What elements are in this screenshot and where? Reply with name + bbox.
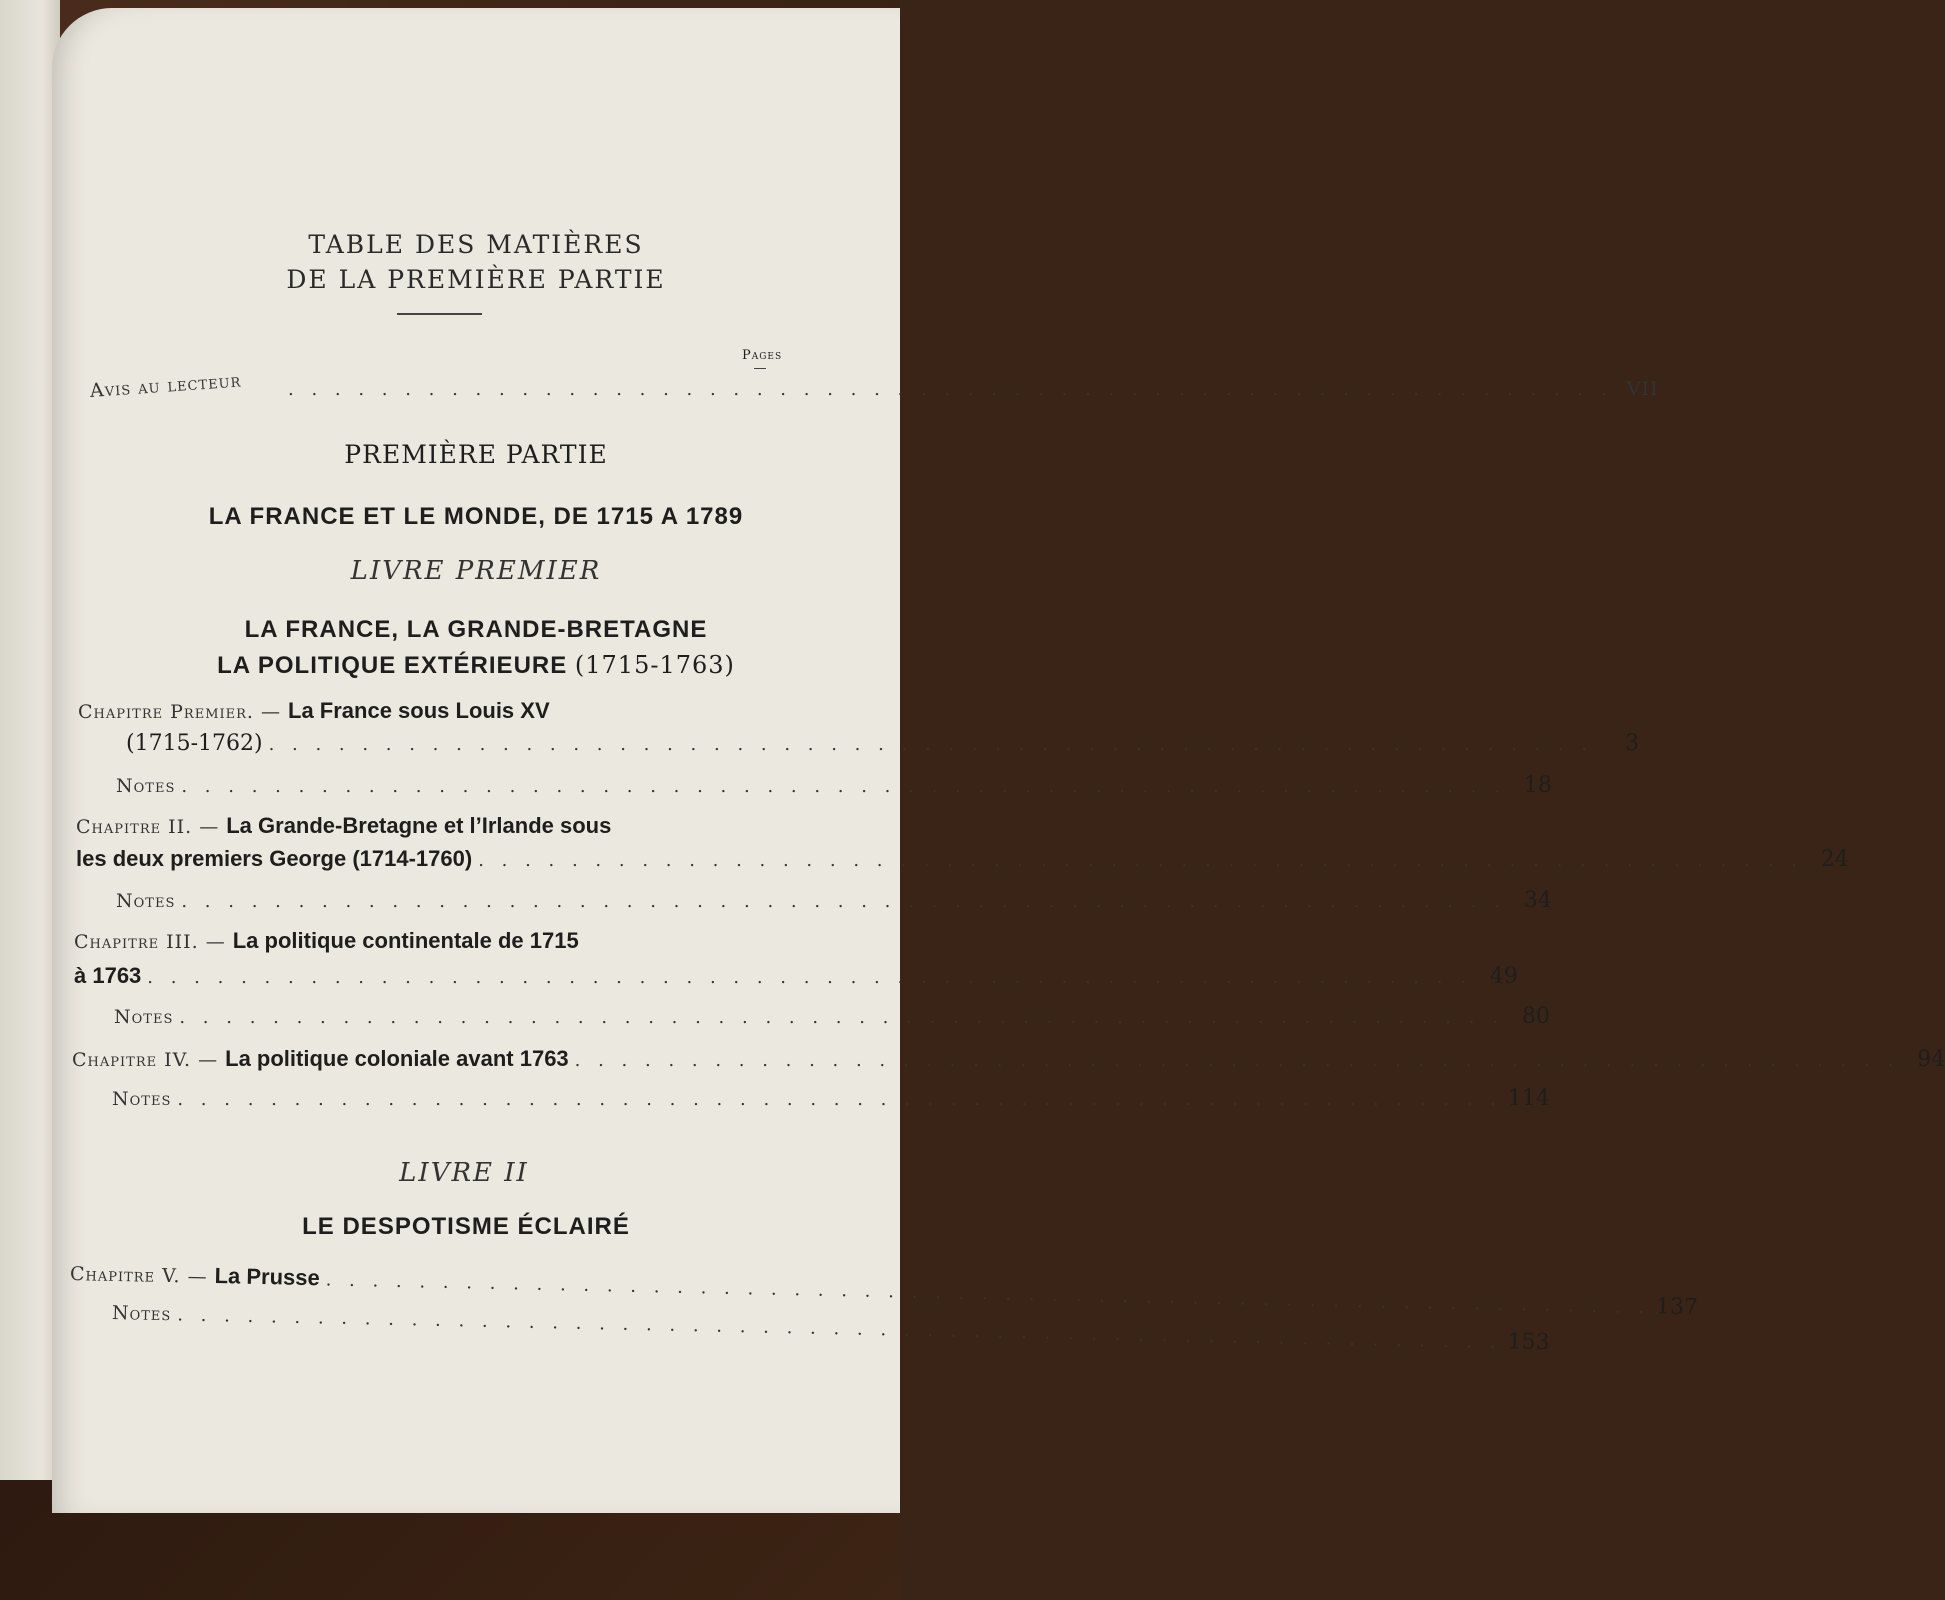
chapter5-notes-page: 153 bbox=[1507, 1329, 1550, 1356]
leader-dots: . . . . . . . . . . . . . . . . . . . . . . . . . . . . . . . . . . . . . . . . . . . . . . . . . . . . . . . . . bbox=[179, 1007, 1504, 1028]
chapter4-notes bbox=[112, 1086, 1550, 1111]
chapter2-heading bbox=[76, 813, 611, 839]
chapter3-notes-page: 80 bbox=[1521, 1004, 1550, 1029]
chapter1-title: La France sous Louis XV bbox=[288, 698, 550, 723]
chapter1-entry bbox=[126, 731, 1640, 756]
chapter3-title-line2: à 1763 bbox=[74, 963, 142, 988]
chapter3-notes bbox=[114, 1004, 1550, 1029]
leader-dots: . . . . . . . . . . . . . . . . . . . . . . . . . . . . . . . . . . . . . . . . . . . . . . . . . . . . . . . . . bbox=[147, 967, 1472, 988]
chapter1-dates: (1715-1762) bbox=[126, 731, 263, 756]
chapter2-title-line2-text: les deux premiers George (1714-1760) bbox=[76, 846, 473, 871]
pages-dash bbox=[754, 368, 766, 369]
book-page bbox=[52, 8, 1945, 1513]
part-title: LA FRANCE ET LE MONDE, DE 1715 A 1789 bbox=[208, 503, 744, 530]
leader-dots: . . . . . . . . . . . . . . . . . . . . . . . . . . . . . . . . . . . . . . . . . . . . . . . . . . . . . . . . . bbox=[574, 1050, 1900, 1071]
livre2-title: LE DESPOTISME ÉCLAIRÉ bbox=[302, 1213, 630, 1240]
toc-heading-line1: TABLE DES MATIÈRES bbox=[308, 230, 644, 259]
livre1-title-line1: LA FRANCE, LA GRANDE-BRETAGNE bbox=[244, 616, 708, 643]
chapter3-notes-label: Notes bbox=[114, 1006, 174, 1028]
chapter2-title: La Grande-Bretagne et l’Irlande sous bbox=[226, 813, 612, 838]
chapter2-notes bbox=[116, 888, 1552, 913]
chapter1-prefix: Chapitre Premier. — bbox=[78, 701, 281, 723]
leader-dots: . . . . . . . . . . . . . . . . . . . . . . . . . . . . . . . . . . . . . . . . . . . . . . . . . . . . . . . . . bbox=[181, 776, 1506, 797]
chapter3-entry bbox=[74, 963, 1518, 989]
chapter1-notes bbox=[116, 773, 1552, 798]
chapter1-notes-page: 18 bbox=[1523, 773, 1552, 798]
chapter2-prefix: Chapitre II. — bbox=[76, 816, 220, 838]
leader-dots: . . . . . . . . . . . . . . . . . . . . . . . . . . . . . . . . . . . . . . . . . . . . . . . . . . . . . . . . . bbox=[268, 734, 1594, 755]
livre1-title-line2 bbox=[52, 651, 900, 680]
chapter3-heading bbox=[74, 928, 579, 954]
chapter4-notes-page: 114 bbox=[1507, 1086, 1550, 1111]
chapter4-title: La politique coloniale avant 1763 bbox=[225, 1046, 569, 1071]
chapter4-heading bbox=[72, 1046, 569, 1072]
toc-entry-avis-dots bbox=[282, 378, 1659, 400]
chapter2-notes-page: 34 bbox=[1523, 888, 1552, 913]
chapter5-notes-label: Notes bbox=[111, 1302, 172, 1326]
livre1-label: LIVRE PREMIER bbox=[350, 556, 602, 586]
leader-dots: . . . . . . . . . . . . . . . . . . . . . . . . . . . . . . . . . . . . . . . . . . . . . . . . . . . . . . . . . bbox=[288, 379, 1613, 400]
leader-dots: . . . . . . . . . . . . . . . . . . . . . . . . . . . . . . . . . . . . . . . . . . . . . . . . . . . . . . . . . bbox=[325, 1269, 1651, 1319]
chapter5-page: 137 bbox=[1655, 1294, 1699, 1321]
pages-column-label: Pages bbox=[742, 348, 783, 363]
leader-dots: . . . . . . . . . . . . . . . . . . . . . . . . . . . . . . . . . . . . . . . . . . . . . . . . . . . . . . . . . bbox=[478, 850, 1803, 871]
chapter4-prefix: Chapitre IV. — bbox=[72, 1049, 219, 1071]
chapter2-notes-label: Notes bbox=[116, 890, 176, 912]
leader-dots: . . . . . . . . . . . . . . . . . . . . . . . . . . . . . . . . . . . . . . . . . . . . . . . . . . . . . . . . . bbox=[177, 1304, 1502, 1354]
chapter4-entry bbox=[72, 1046, 1945, 1072]
chapter1-notes-label: Notes bbox=[116, 775, 176, 797]
chapter2-entry bbox=[76, 846, 1849, 872]
avis-label: Avis au lecteur bbox=[89, 369, 242, 402]
part-label: PREMIÈRE PARTIE bbox=[344, 440, 608, 469]
avis-page: VII bbox=[1626, 378, 1659, 400]
chapter5-prefix: Chapitre V. — bbox=[69, 1263, 208, 1288]
chapter4-notes-label: Notes bbox=[112, 1088, 172, 1110]
chapter3-title: La politique continentale de 1715 bbox=[232, 928, 579, 953]
chapter5-title: La Prusse bbox=[214, 1263, 321, 1291]
chapter5-heading bbox=[70, 1260, 320, 1291]
livre1-title-line2-dates: (1715-1763) bbox=[574, 651, 735, 679]
heading-rule bbox=[397, 313, 482, 315]
chapter1-heading bbox=[78, 698, 550, 724]
chapter4-page: 94 bbox=[1917, 1047, 1945, 1072]
livre2-label: LIVRE II bbox=[399, 1158, 529, 1188]
leader-dots: . . . . . . . . . . . . . . . . . . . . . . . . . . . . . . . . . . . . . . . . . . . . . . . . . . . . . . . . . bbox=[177, 1089, 1502, 1110]
facing-page-edge bbox=[0, 0, 60, 1480]
chapter1-page: 3 bbox=[1625, 731, 1640, 756]
chapter3-page: 49 bbox=[1489, 964, 1518, 989]
livre1-title-line2-text: LA POLITIQUE EXTÉRIEURE bbox=[217, 652, 568, 679]
chapter2-title-line2 bbox=[76, 846, 472, 872]
leader-dots: . . . . . . . . . . . . . . . . . . . . . . . . . . . . . . . . . . . . . . . . . . . . . . . . . . . . . . . . . bbox=[181, 891, 1506, 912]
toc-heading-line2: DE LA PREMIÈRE PARTIE bbox=[286, 265, 666, 294]
chapter3-prefix: Chapitre III. — bbox=[74, 931, 226, 953]
chapter5-notes bbox=[111, 1300, 1550, 1356]
chapter2-page: 24 bbox=[1820, 847, 1849, 872]
